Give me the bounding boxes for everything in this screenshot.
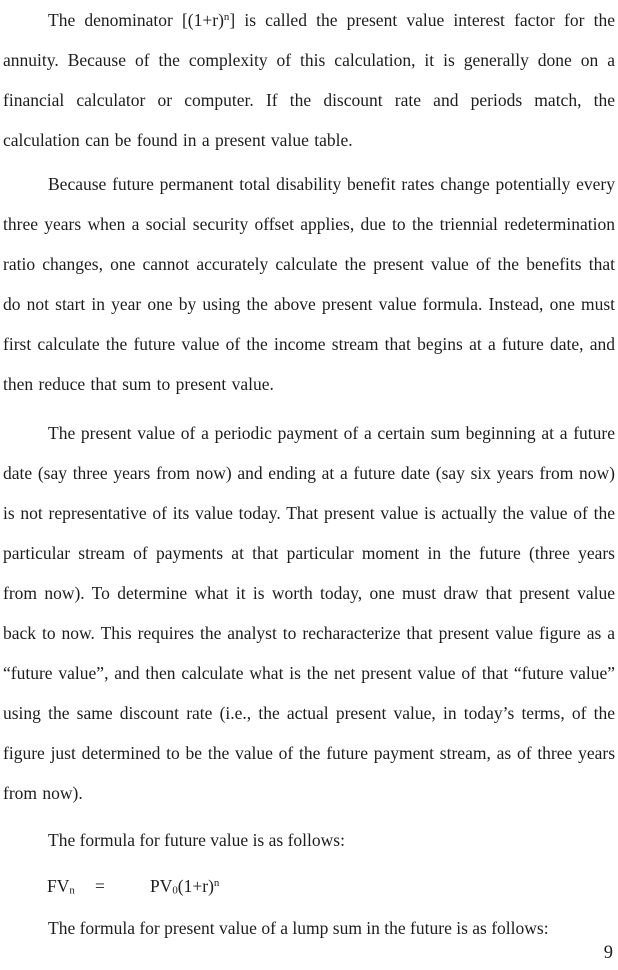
future-value-formula-intro: The formula for future value is as follows: xyxy=(48,830,345,850)
formula-lhs-fv-n: $FV_n$ xyxy=(47,876,75,897)
paragraph-periodic-payment-present-value: The present value of a periodic payment of a certain sum beginning at a future date (say three years from now) and ending at a future date (say six years from now) is not representative of its value today. That present value is actually the value of the particular stream of payments at that particular moment in the future (three years from now). To determine what it is worth today, one must draw that present value back to now. This requires the analyst to recharacterize that present value figure as a “future value”, and then calculate what is the net present value of that “future value” using the same discount rate (i.e., the actual present value, in today’s terms, of the figure just determined to be the value of the future payment stream, as of three years from now). xyxy=(3,423,615,803)
formula-rhs-pv0-compound: $PV_0(1+r)^n$ xyxy=(150,876,220,897)
paragraph-disability-benefit-rates: Because future permanent total disability benefit rates change potentially every three years when a social security offset applies, due to the triennial redetermination ratio changes, one cannot accurately calculate the present value of the benefits that do not start in year one by using the above present value formula. Instead, one must first calculate the future value of the income stream that begins at a future date, and then reduce that sum to present value. xyxy=(3,174,615,394)
page-number: 9 xyxy=(603,943,613,963)
present-value-formula-intro: The formula for present value of a lump sum in the future is as follows: xyxy=(48,918,549,938)
future-value-formula xyxy=(3,866,615,906)
paragraph-pv-interest-factor: The denominator $[(1+r)^n]$ is called the present value interest factor for the annuity. Because of the complexity of this calculation, it is generally done on a financial calculator or computer. If the discount rate and periods match, the calculation can be found in a present value table. xyxy=(3,10,615,150)
formula-equals-sign: = xyxy=(95,876,105,896)
